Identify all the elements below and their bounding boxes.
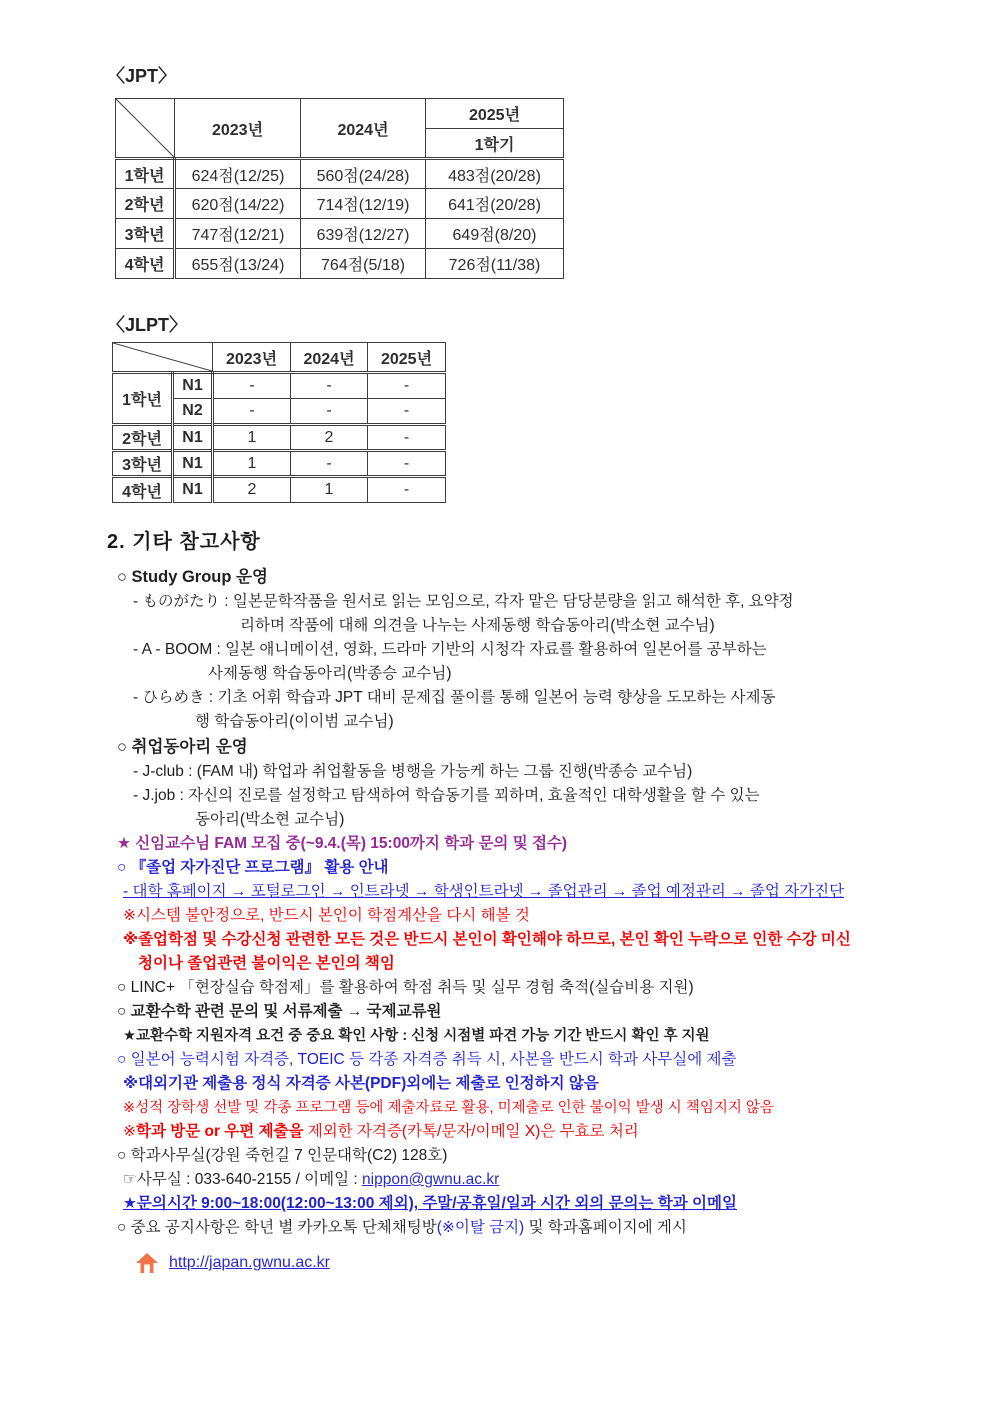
note-line bbox=[107, 1000, 917, 1024]
fam-recruit-notice bbox=[107, 832, 917, 856]
note-lines bbox=[107, 564, 917, 1240]
note-line bbox=[107, 928, 917, 952]
home-icon bbox=[135, 1252, 159, 1274]
jpt-table-body bbox=[116, 159, 564, 279]
self-diagnosis-heading bbox=[107, 856, 917, 880]
grade-cell: 1학년 bbox=[116, 159, 175, 189]
score-cell: 641점(20/28) bbox=[426, 189, 564, 219]
note-line bbox=[107, 1192, 917, 1216]
note-line bbox=[107, 614, 917, 638]
text-segment: 청이나 졸업관련 불이익은 본인의 책임 bbox=[138, 955, 395, 972]
note-line bbox=[107, 686, 917, 710]
jpt-year-2025-header: 2025년 bbox=[426, 99, 564, 129]
count-cell: - bbox=[213, 399, 291, 425]
jpt-year-2024-header: 2024년 bbox=[301, 99, 426, 159]
count-cell: - bbox=[213, 373, 291, 399]
text-segment: ★ 신임교수님 FAM 모집 중(~9.4.(목) 15:00까지 학과 문의 및 접수) bbox=[117, 835, 568, 852]
text-segment: ○ 취업동아리 운영 bbox=[117, 738, 248, 756]
text-segment: ★교환수학 지원자격 요건 중 중요 확인 사항 : 신청 시점별 파견 가능 기간 반드시 확인 후 지원 bbox=[123, 1028, 710, 1044]
diagonal-line bbox=[113, 343, 212, 371]
text-segment: 행 학습동아리(이이범 교수님) bbox=[195, 713, 394, 730]
note-line bbox=[107, 1144, 917, 1168]
note-line bbox=[107, 1096, 917, 1120]
homepage-link[interactable]: http://japan.gwnu.ac.kr bbox=[169, 1254, 330, 1271]
homepage-line bbox=[107, 1252, 917, 1274]
jlpt-score-table bbox=[112, 342, 446, 503]
jpt-semester-header: 1학기 bbox=[426, 129, 564, 159]
note-line bbox=[107, 590, 917, 614]
note-line bbox=[107, 760, 917, 784]
jlpt-year-2024-header: 2024년 bbox=[291, 343, 368, 373]
note-line bbox=[107, 1216, 917, 1240]
study-group-heading bbox=[107, 564, 917, 590]
grade-cell: 2학년 bbox=[116, 189, 175, 219]
level-cell: N2 bbox=[173, 399, 213, 425]
table-row bbox=[116, 189, 564, 219]
text-segment: ○ 『졸업 자가진단 프로그램』 활용 안내 bbox=[117, 859, 389, 876]
note-line bbox=[107, 976, 917, 1000]
note-line bbox=[107, 662, 917, 686]
table-row bbox=[113, 477, 446, 503]
count-cell: - bbox=[368, 373, 446, 399]
diagonal-cell bbox=[113, 343, 213, 373]
text-segment: ※성적 장학생 선발 및 각종 프로그램 등에 제출자료로 활용, 미제출로 인한 불이익 발생 시 책임지지 않음 bbox=[123, 1100, 774, 1116]
diagonal-line bbox=[116, 99, 174, 157]
count-cell: - bbox=[368, 451, 446, 477]
note-line bbox=[107, 638, 917, 662]
note-line bbox=[107, 784, 917, 808]
count-cell: - bbox=[291, 373, 368, 399]
text-segment: - 대학 홈페이지 → 포털로그인 → 인트라넷 → 학생인트라넷 → 졸업관리 → 졸업 예정관리 → 졸업 자가진단 bbox=[123, 883, 845, 900]
section-title: 2. 기타 참고사항 bbox=[107, 531, 261, 553]
text-segment: ☞사무실 : 033-640-2155 / 이메일 : bbox=[123, 1171, 363, 1188]
score-cell: 714점(12/19) bbox=[301, 189, 426, 219]
note-line bbox=[107, 952, 917, 976]
note-line bbox=[107, 1120, 917, 1144]
score-cell: 747점(12/21) bbox=[175, 219, 301, 249]
breadcrumb bbox=[107, 880, 917, 904]
text-segment: 및 학과홈페이지에 게시 bbox=[524, 1219, 687, 1236]
text-segment: ○ 교환수학 관련 문의 및 서류제출 → 국제교류원 bbox=[117, 1003, 442, 1020]
text-segment: 리하며 작품에 대해 의견을 나누는 사제동행 학습동아리(박소현 교수님) bbox=[240, 617, 715, 634]
table-row bbox=[113, 425, 446, 451]
text-segment: ※졸업학점 및 수강신청 관련한 모든 것은 반드시 본인이 확인해야 하므로, 본인 확인 누락으로 인한 수강 미신 bbox=[123, 931, 851, 948]
count-cell: 1 bbox=[291, 477, 368, 503]
count-cell: - bbox=[291, 399, 368, 425]
note-line bbox=[107, 808, 917, 832]
diagonal-cell bbox=[116, 99, 175, 159]
note-line bbox=[107, 1072, 917, 1096]
table-row bbox=[116, 219, 564, 249]
jpt-score-table bbox=[115, 98, 564, 279]
level-cell: N1 bbox=[173, 451, 213, 477]
count-cell: 1 bbox=[213, 451, 291, 477]
text-segment: - A - BOOM : 일본 애니메이션, 영화, 드라마 기반의 시청각 자료를 활용하여 일본어를 공부하는 bbox=[133, 641, 767, 658]
table-row bbox=[113, 373, 446, 399]
grade-cell: 4학년 bbox=[113, 477, 173, 503]
score-cell: 483점(20/28) bbox=[426, 159, 564, 189]
score-cell: 624점(12/25) bbox=[175, 159, 301, 189]
text-segment: (※이탈 금지) bbox=[436, 1219, 525, 1236]
grade-cell: 4학년 bbox=[116, 249, 175, 279]
text-segment: - ひらめき : 기초 어휘 학습과 JPT 대비 문제집 풀이를 통해 일본어 능력 향상을 도모하는 사제동 bbox=[133, 689, 776, 706]
count-cell: 1 bbox=[213, 425, 291, 451]
job-club-heading bbox=[107, 734, 917, 760]
text-segment: ○ 중요 공지사항은 학년 별 카카오톡 단체채팅방 bbox=[117, 1219, 437, 1236]
jlpt-table-label: 〈JLPT〉 bbox=[107, 315, 188, 335]
jpt-year-2023-header: 2023년 bbox=[175, 99, 301, 159]
table-row bbox=[116, 159, 564, 189]
grade-cell: 2학년 bbox=[113, 425, 173, 451]
level-cell: N1 bbox=[173, 477, 213, 503]
text-segment: ★문의시간 9:00~18:00(12:00~13:00 제외), 주말/공휴일/일과 시간 외의 문의는 학과 이메일 bbox=[123, 1195, 737, 1212]
jlpt-year-2023-header: 2023년 bbox=[213, 343, 291, 373]
note-line bbox=[107, 710, 917, 734]
text-segment: - J-club : (FAM 내) 학업과 취업활동을 병행을 가능케 하는 그룹 진행(박종승 교수님) bbox=[133, 763, 693, 780]
score-cell: 620점(14/22) bbox=[175, 189, 301, 219]
text-segment: ○ Study Group 운영 bbox=[117, 568, 268, 586]
text-segment: 제외한 자격증(카톡/문자/이메일 X)은 무효로 처리 bbox=[303, 1123, 639, 1140]
jlpt-table-body bbox=[113, 373, 446, 503]
count-cell: - bbox=[368, 399, 446, 425]
text-segment: ○ 일본어 능력시험 자격증, TOEIC 등 각종 자격증 취득 시, 사본을 반드시 학과 사무실에 제출 bbox=[117, 1051, 737, 1068]
office-contact bbox=[107, 1168, 917, 1192]
text-segment: ※시스템 불안정으로, 반드시 본인이 학점계산을 다시 해볼 것 bbox=[123, 907, 530, 924]
count-cell: - bbox=[291, 451, 368, 477]
level-cell: N1 bbox=[173, 373, 213, 399]
text-segment: - J.job : 자신의 진로를 설정학고 탐색하여 학습동기를 꾀하며, 효율적인 대학생활을 할 수 있는 bbox=[133, 787, 760, 804]
jpt-table-label: 〈JPT〉 bbox=[107, 66, 177, 86]
text-segment: ○ LINC+ 「현장실습 학점제」를 활용하여 학점 취득 및 실무 경험 축적(실습비용 지원) bbox=[117, 979, 694, 996]
score-cell: 655점(13/24) bbox=[175, 249, 301, 279]
table-row bbox=[113, 451, 446, 477]
score-cell: 649점(8/20) bbox=[426, 219, 564, 249]
note-line bbox=[107, 904, 917, 928]
count-cell: 2 bbox=[291, 425, 368, 451]
count-cell: 2 bbox=[213, 477, 291, 503]
text-segment: ○ 학과사무실(강원 죽헌길 7 인문대학(C2) 128호) bbox=[117, 1147, 448, 1164]
grade-cell: 3학년 bbox=[113, 451, 173, 477]
note-line bbox=[107, 1048, 917, 1072]
notes-section bbox=[107, 528, 917, 1274]
jlpt-year-2025-header: 2025년 bbox=[368, 343, 446, 373]
text-segment: 학과 방문 or 우편 제출을 bbox=[136, 1123, 304, 1140]
score-cell: 560점(24/28) bbox=[301, 159, 426, 189]
level-cell: N1 bbox=[173, 425, 213, 451]
grade-cell: 1학년 bbox=[113, 373, 173, 425]
table-row bbox=[116, 249, 564, 279]
score-cell: 639점(12/27) bbox=[301, 219, 426, 249]
text-segment: 사제동행 학습동아리(박종승 교수님) bbox=[208, 665, 452, 682]
grade-cell: 3학년 bbox=[116, 219, 175, 249]
email-link[interactable]: nippon@gwnu.ac.kr bbox=[362, 1171, 500, 1188]
score-cell: 764점(5/18) bbox=[301, 249, 426, 279]
score-cell: 726점(11/38) bbox=[426, 249, 564, 279]
text-segment: 동아리(박소현 교수님) bbox=[195, 811, 345, 828]
text-segment: - ものがたり : 일본문학작품을 원서로 읽는 모임으로, 각자 맡은 담당분량을 읽고 해석한 후, 요약정 bbox=[133, 593, 794, 610]
note-line bbox=[107, 1024, 917, 1048]
count-cell: - bbox=[368, 425, 446, 451]
text-segment: ※ bbox=[123, 1123, 136, 1140]
text-segment: ※대외기관 제출용 정식 자격증 사본(PDF)외에는 제출로 인정하지 않음 bbox=[123, 1075, 599, 1092]
count-cell: - bbox=[368, 477, 446, 503]
